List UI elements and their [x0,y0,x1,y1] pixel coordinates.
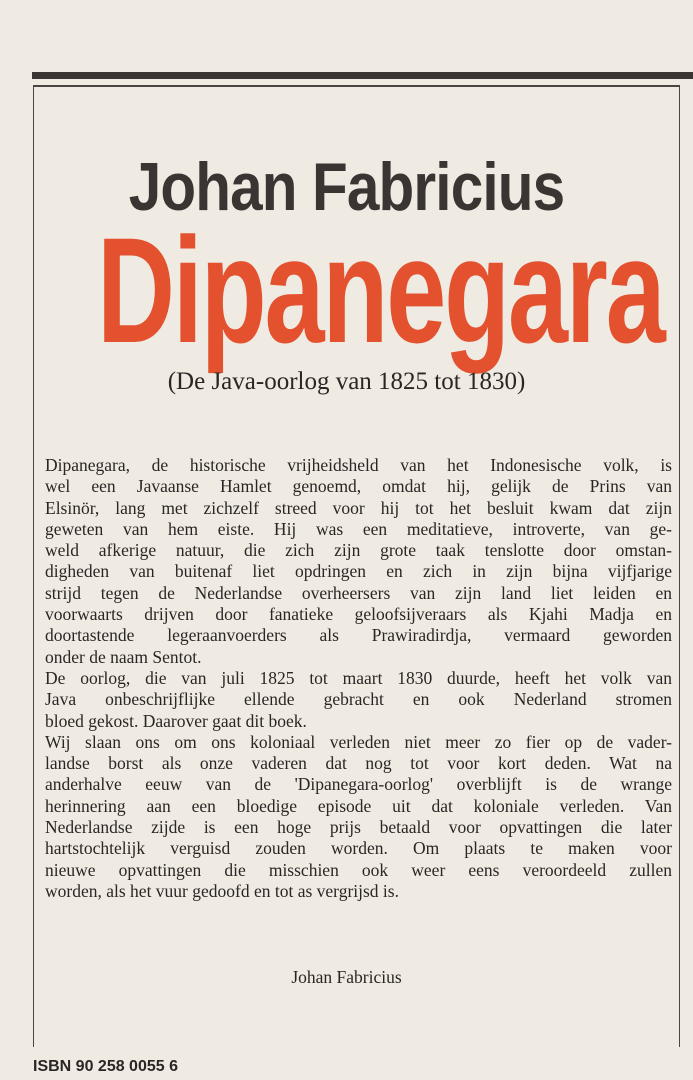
blurb-line: worden, als het vuur gedoofd en tot as vergrijsd is. [45,880,399,901]
blurb-line: hartstochtelijk verguisd zouden worden. Om plaats te maken voor [45,838,672,859]
blurb-line: herinnering aan een bloedige episode uit dat koloniale verleden. Van [45,795,672,816]
blurb-line: nieuwe opvattingen die misschien ook weer eens veroordeeld zullen [45,859,672,880]
blurb-paragraph [45,732,672,902]
blurb-line: onder de naam Sentot. [45,646,202,667]
blurb-line: anderhalve eeuw van de 'Dipanegara-oorlog' overblijft is de wrange [45,774,672,795]
blurb-line: Dipanegara, de historische vrijheidsheld van het Indonesische volk, is [45,455,672,475]
blurb-line: De oorlog, die van juli 1825 tot maart 1830 duurde, heeft het volk van [45,667,672,688]
blurb-line: landse borst als onze vaderen dat nog tot voor kort deden. Wat na [45,753,672,774]
blurb-line: wel een Javaanse Hamlet genoemd, omdat hij, gelijk de Prins van [45,476,672,497]
blurb [45,455,672,902]
blurb-line: bloed gekost. Daarover gaat dit boek. [45,710,307,731]
author-name: Johan Fabricius [128,149,565,225]
signature: Johan Fabricius [291,967,402,987]
blurb-paragraph [45,668,672,732]
blurb-line: digheden van buitenaf liet opdringen en zich in zijn bijna vijfjarige [45,561,672,582]
blurb-line: geweten van hem eiste. Hij was een meditatieve, introverte, van ge- [45,518,672,539]
blurb-paragraph [45,455,672,668]
isbn: ISBN 90 258 0055 6 [33,1058,178,1075]
blurb-line: Elsinör, lang met zichzelf streed voor hij tot het besluit kwam dat zijn [45,497,672,518]
blurb-line: strijd tegen de Nederlandse overheersers van zijn land liet leiden en [45,582,672,603]
book-subtitle: (De Java-oorlog van 1825 tot 1830) [167,368,526,395]
blurb-line: voorwaarts drijven door fanatieke geloofsijveraars als Kjahi Madja en [45,604,672,625]
top-rule [32,72,693,79]
blurb-line: Nederlandse zijde is een hoge prijs betaald voor opvattingen die later [45,817,672,838]
blurb-line: Java onbeschrijflijke ellende gebracht en ook Nederland stromen [45,689,672,710]
blurb-line: Wij slaan ons om ons koloniaal verleden niet meer zo fier op de vader- [45,731,672,752]
blurb-line: weld afkerige natuur, die zich zijn grote taak tenslotte door omstan- [45,540,672,561]
book-title: Dipanegara [97,206,664,374]
blurb-line: doortastende legeraanvoerders als Prawiradirdja, vermaard geworden [45,625,672,646]
